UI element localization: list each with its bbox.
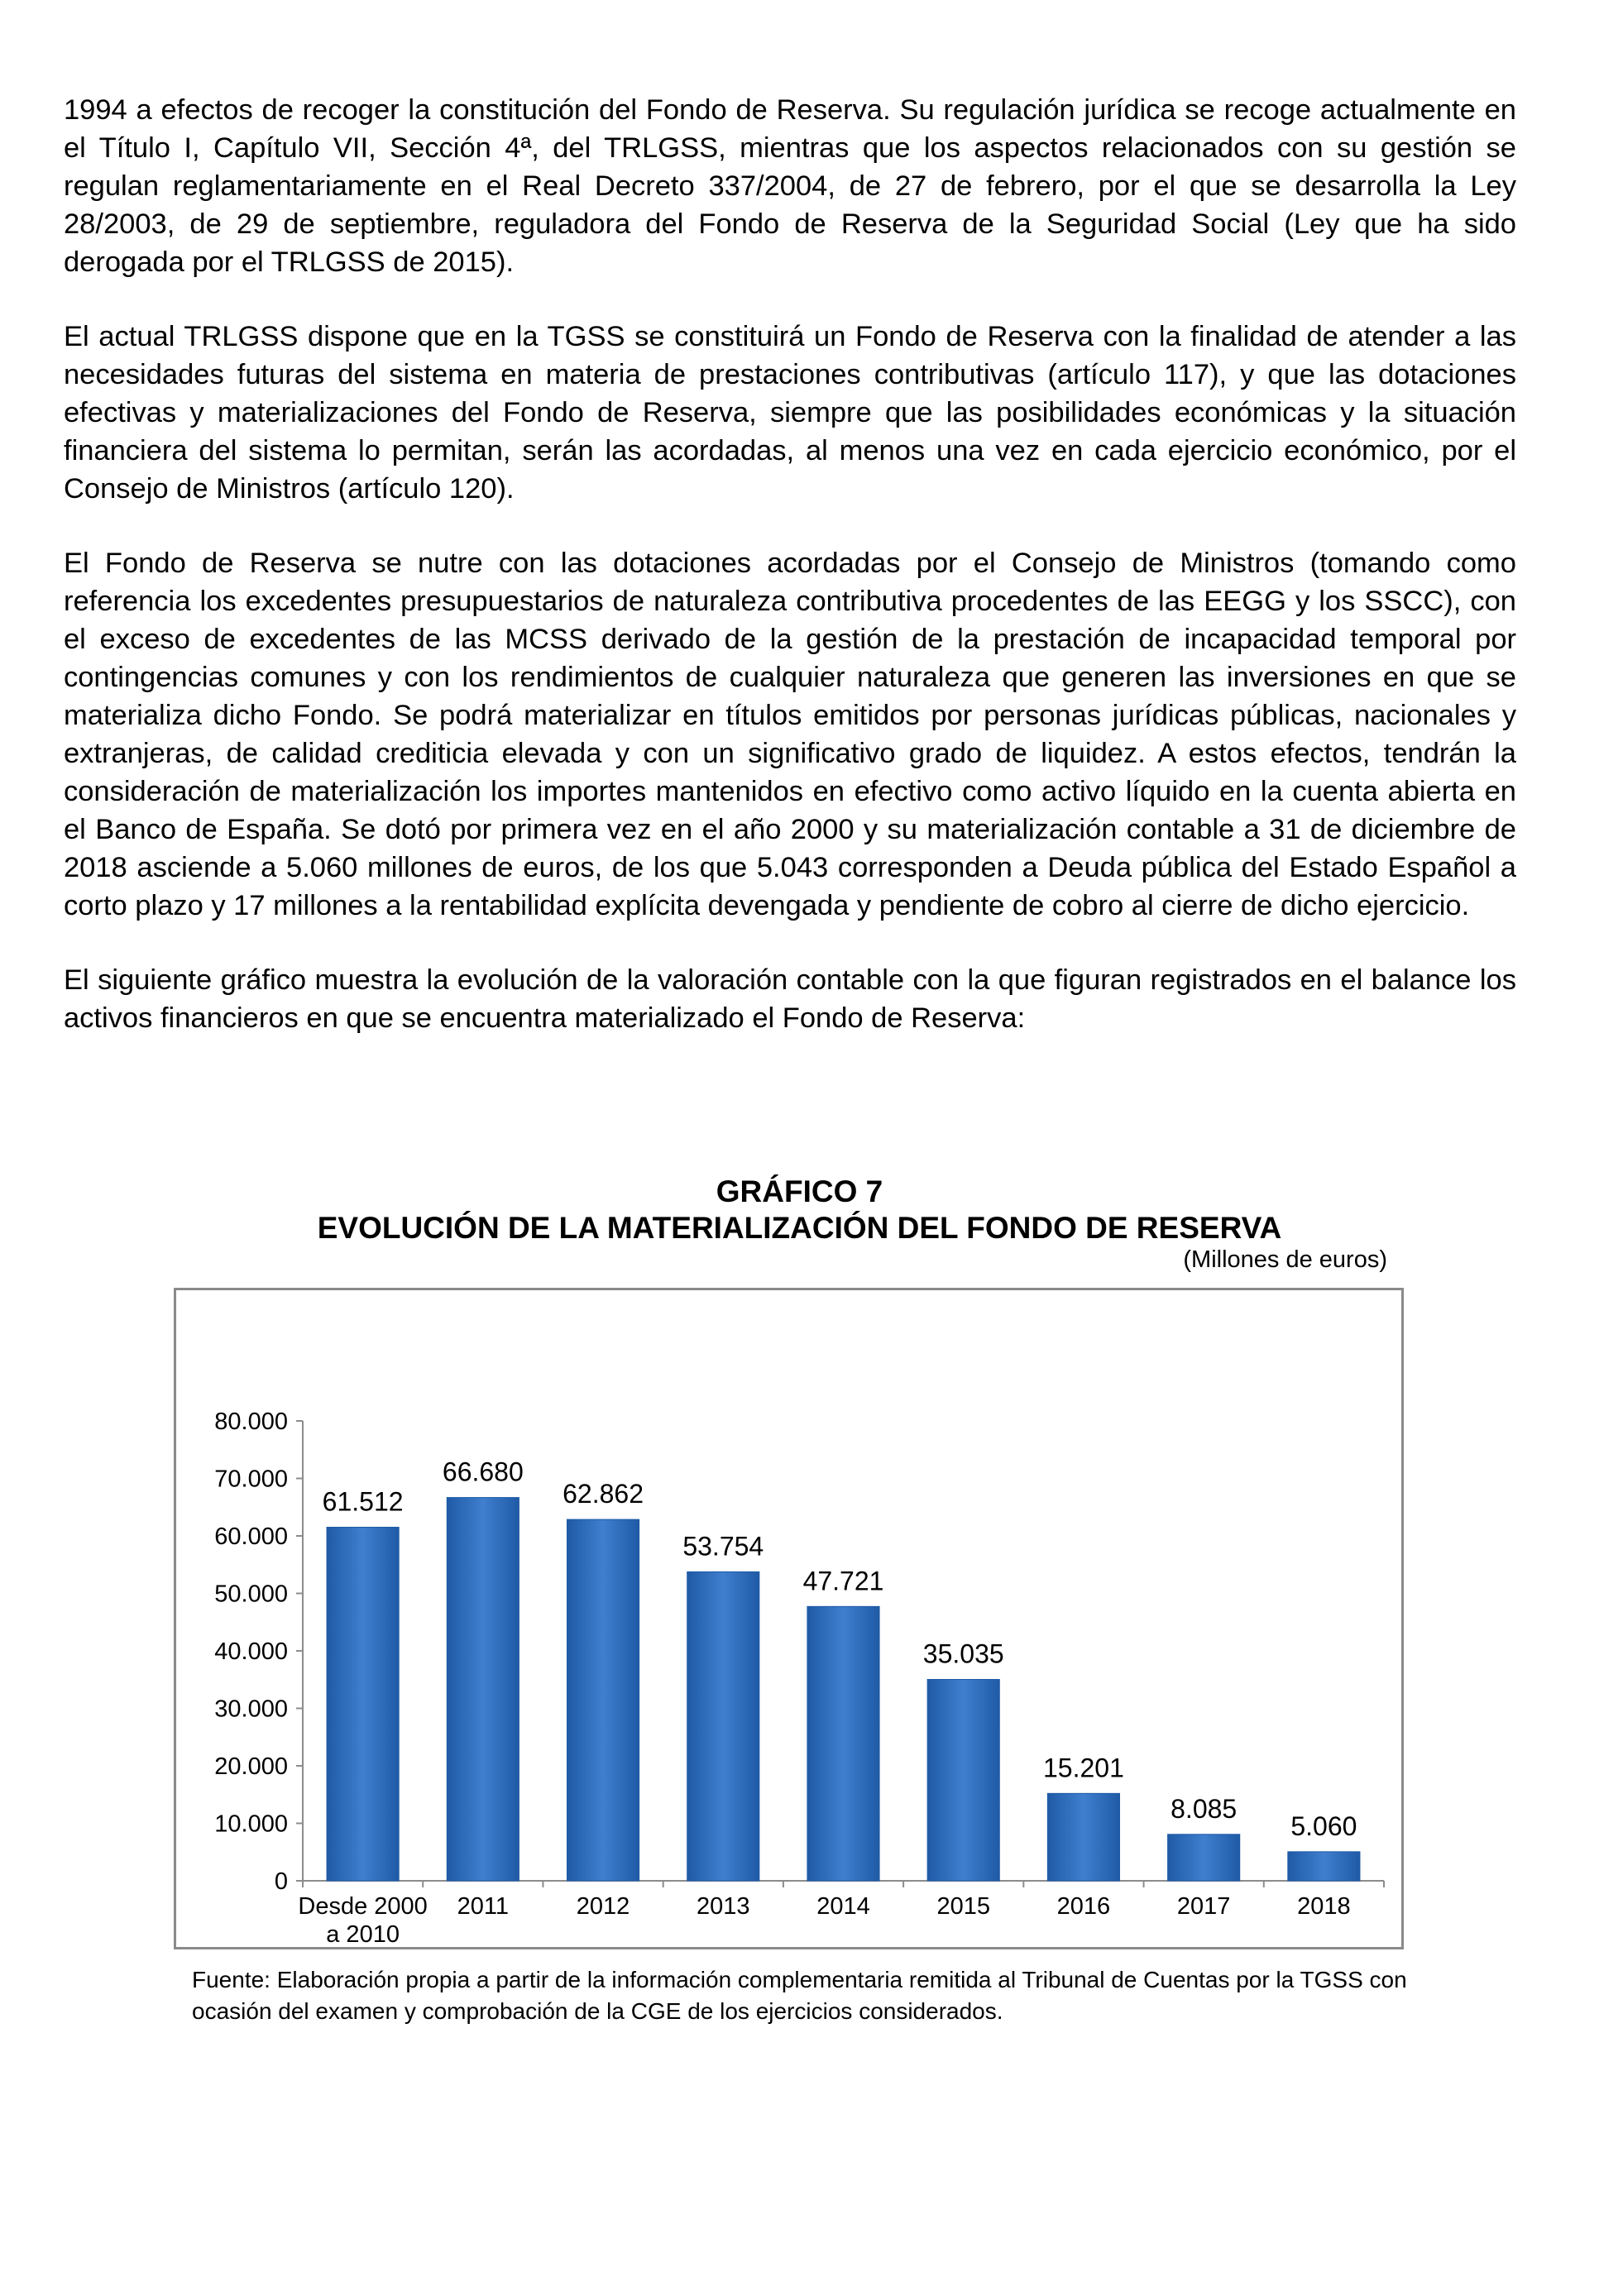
y-tick-label: 0 xyxy=(274,1868,288,1895)
x-category-label-line: a 2010 xyxy=(326,1921,400,1947)
x-category-label-line: 2015 xyxy=(936,1893,990,1920)
chart-unit: (Millones de euros) xyxy=(1183,1246,1387,1273)
bar xyxy=(1168,1834,1240,1881)
bar-chart xyxy=(176,1290,1401,1947)
bar xyxy=(1288,1852,1360,1881)
bar xyxy=(327,1527,399,1881)
y-tick-label: 10.000 xyxy=(214,1810,288,1838)
paragraph-fondo-regulacion: 1994 a efectos de recoger la constitución del Fondo de Reserva. Su regulación jurídica se recoge actualmente en el Título I, Capítulo VII, Sección 4ª, del TRLGSS, mientras que los aspectos relacionados con su gestión se regulan reglamentariamente en el Real Decreto 337/2004, de 27 de febrero, por el que se desarrolla la Ley 28/2003, de 29 de septiembre, reguladora del Fondo de Reserva de la Seguridad Social (Ley que ha sido derogada por el TRLGSS de 2015). xyxy=(64,94,1516,278)
paragraph-grafico-intro: El siguiente gráfico muestra la evolución de la valoración contable con la que figuran registrados en el balance los activos financieros en que se encuentra materializado el Fondo de Reserva: xyxy=(64,964,1516,1034)
y-tick-label: 70.000 xyxy=(214,1466,288,1493)
chart-number-label: GRÁFICO 7 xyxy=(716,1174,883,1208)
y-tick-label: 30.000 xyxy=(214,1696,288,1723)
bar xyxy=(1047,1793,1119,1881)
bar xyxy=(807,1606,879,1881)
bar-value-label: 53.754 xyxy=(682,1531,764,1562)
x-category-label-line: 2012 xyxy=(576,1893,630,1920)
bar xyxy=(927,1680,999,1881)
bar-value-label: 35.035 xyxy=(922,1638,1004,1669)
x-category-label-line: 2016 xyxy=(1056,1893,1111,1920)
bar xyxy=(567,1519,639,1881)
x-category-label xyxy=(697,1893,750,1920)
bar xyxy=(447,1498,519,1881)
x-category-label-line: 2018 xyxy=(1297,1893,1351,1920)
x-category-label xyxy=(1177,1893,1231,1920)
paragraph-fondo-nutre: El Fondo de Reserva se nutre con las dotaciones acordadas por el Consejo de Ministros (tomando como referencia los excedentes presupuestarios de naturaleza contributiva procedentes de las EEGG y los SSCC), con el exceso de excedentes de las MCSS derivado de la gestión de la prestación de incapacidad temporal por contingencias comunes y con los rendimientos de cualquier naturaleza que generen las inversiones en que se materializa dicho Fondo. Se podrá materializar en títulos emitidos por personas jurídicas públicas, nacionales y extranjeras, de calidad crediticia elevada y con un significativo grado de liquidez. A estos efectos, tendrán la consideración de materialización los importes mantenidos en efectivo como activo líquido en la cuenta abierta en el Banco de España. Se dotó por primera vez en el año 2000 y su materialización contable a 31 de diciembre de 2018 asciende a 5.060 millones de euros, de los que 5.043 corresponden a Deuda pública del Estado Español a corto plazo y 17 millones a la rentabilidad explícita devengada y pendiente de cobro al cierre de dicho ejercicio. xyxy=(64,548,1516,921)
chart-frame xyxy=(174,1288,1404,1949)
paragraph-trlgss-dispone: El actual TRLGSS dispone que en la TGSS se constituirá un Fondo de Reserva con la finalidad de atender a las necesidades futuras del sistema en materia de prestaciones contributivas (artículo 117), y que las dotaciones efectivas y materializaciones del Fondo de Reserva, siempre que las posibilidades económicas y la situación financiera del sistema lo permitan, serán las acordadas, al menos una vez en cada ejercicio económico, por el Consejo de Ministros (artículo 120). xyxy=(64,321,1516,505)
x-category-label xyxy=(1057,1893,1111,1920)
bar-value-label: 66.680 xyxy=(442,1457,524,1487)
x-category-label xyxy=(577,1893,630,1920)
bar-value-label: 62.862 xyxy=(563,1479,644,1509)
x-category-label xyxy=(457,1893,509,1920)
x-category-label-line: Desde 2000 xyxy=(298,1893,428,1920)
y-tick-label: 50.000 xyxy=(214,1581,288,1608)
bar-value-label: 47.721 xyxy=(802,1566,884,1596)
bar xyxy=(687,1571,759,1881)
bar-value-label: 8.085 xyxy=(1171,1793,1238,1824)
bar-value-label: 5.060 xyxy=(1290,1810,1357,1841)
y-tick-label: 20.000 xyxy=(214,1753,288,1780)
y-tick-label: 80.000 xyxy=(214,1409,288,1435)
y-tick-label: 40.000 xyxy=(214,1638,288,1665)
x-category-label xyxy=(1297,1893,1351,1920)
bar-value-label: 15.201 xyxy=(1043,1753,1124,1783)
x-category-label-line: 2014 xyxy=(816,1893,870,1920)
body-text xyxy=(64,91,1516,1074)
x-category-label xyxy=(936,1893,990,1920)
chart-title: EVOLUCIÓN DE LA MATERIALIZACIÓN DEL FONDO DE RESERVA xyxy=(317,1211,1282,1245)
x-category-label-line: 2017 xyxy=(1176,1893,1231,1920)
chart-source-note: Fuente: Elaboración propia a partir de la información complementaria remitida al Tribunal de Cuentas por la TGSS con ocasión del examen y comprobación de la CGE de los ejercicios considerados. xyxy=(192,1967,1407,2024)
x-category-label-line: 2013 xyxy=(697,1893,750,1920)
bar-value-label: 61.512 xyxy=(322,1486,404,1517)
x-category-label-line: 2011 xyxy=(457,1893,510,1920)
x-category-label xyxy=(816,1893,870,1920)
y-tick-label: 60.000 xyxy=(214,1523,288,1550)
x-category-label xyxy=(298,1893,427,1947)
